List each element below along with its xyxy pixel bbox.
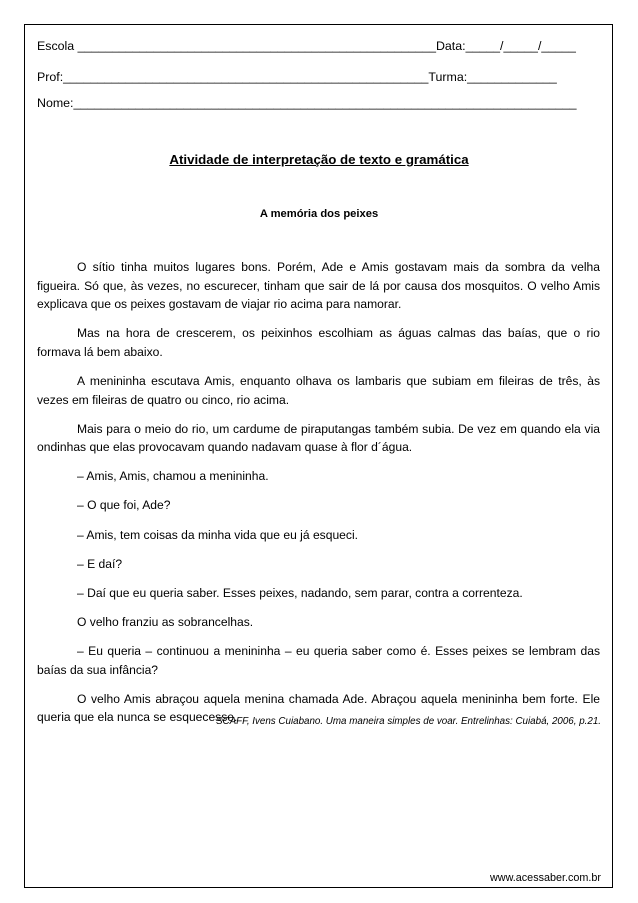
teacher-class-line: Prof:_____________________________________________________Turma:_____________	[37, 70, 557, 84]
story-paragraph: O velho franziu as sobrancelhas.	[77, 614, 254, 629]
story-paragraph: Mas na hora de crescerem, os peixinhos escolhiam as águas calmas das baías, que o rio formava lá bem abaixo.	[37, 326, 600, 359]
footer-url: www.acessaber.com.br	[489, 872, 601, 884]
story-paragraph: A menininha escutava Amis, enquanto olhava os lambaris que subiam em fileiras de três, às vezes em fileiras de quatro ou cinco, rio acima.	[37, 373, 600, 407]
student-name-line: Nome:_________________________________________________________________________	[37, 96, 577, 110]
story-paragraph: O velho Amis abraçou aquela menina chamada Ade. Abraçou aquela menininha bem forte. Ele queria que ela nunca se esquecesse.	[37, 691, 600, 725]
story-title: A memória dos peixes	[259, 208, 379, 220]
story-paragraph: Mais para o meio do rio, um cardume de piraputangas também subia. De vez em quando ela via ondinhas que elas provocavam quando nadavam quase à flor d´água.	[37, 421, 600, 455]
source-citation: SCAFF, Ivens Cuiabano. Uma maneira simples de voar. Entrelinhas: Cuiabá, 2006, p.21.	[215, 716, 601, 727]
story-paragraph: – E daí?	[77, 556, 123, 571]
story-paragraph: – O que foi, Ade?	[77, 498, 171, 513]
school-date-line: Escola ____________________________________________________Data:_____/_____/_____	[37, 39, 576, 53]
story-paragraph: – Amis, tem coisas da minha vida que eu já esqueci.	[77, 527, 358, 542]
story-paragraph: O sítio tinha muitos lugares bons. Porém, Ade e Amis gostavam mais da sombra da velha figueira. Só que, às vezes, no escurecer, tinham que sair de lá por causa dos mosquitos. O velho Amis explicava que os peixes gostavam de viajar rio acima para namorar.	[37, 260, 600, 312]
story-paragraph: – Amis, Amis, chamou a menininha.	[77, 469, 269, 484]
activity-title: Atividade de interpretação de texto e gramática	[169, 152, 469, 167]
story-paragraph: – Eu queria – continuou a menininha – eu queria saber como é. Esses peixes se lembram das baías da sua infância?	[37, 643, 600, 677]
story-paragraph: – Daí que eu queria saber. Esses peixes, nadando, sem parar, contra a correnteza.	[77, 585, 523, 600]
story-body	[37, 258, 600, 737]
